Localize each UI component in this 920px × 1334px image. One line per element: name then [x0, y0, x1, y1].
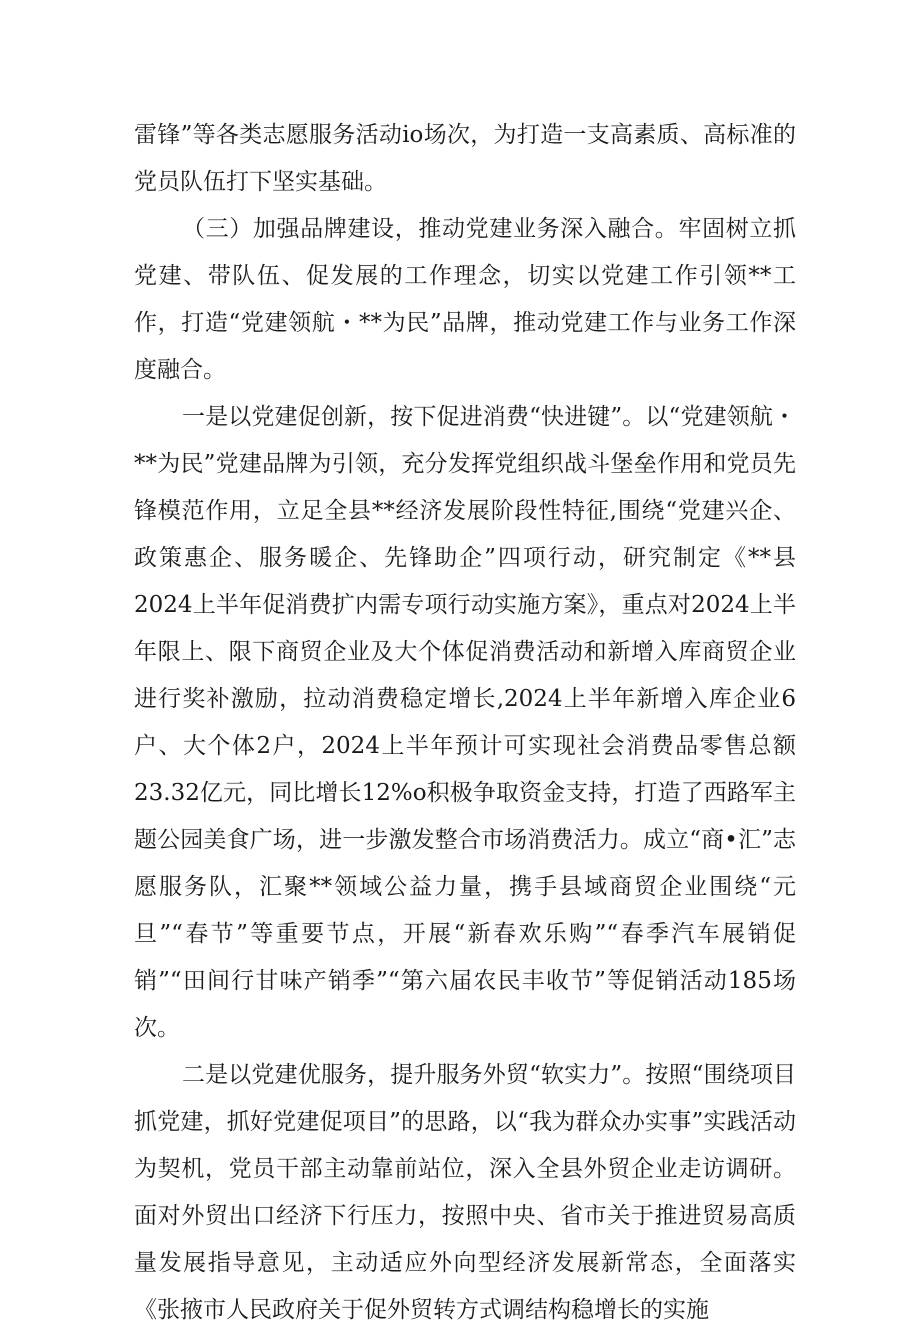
paragraph-foreign-trade-service: 二是以党建优服务，提升服务外贸“软实力”。按照“围绕项目抓党建，抓好党建促项目”的思路，以“我为群众办实事”实践活动为契机，党员干部主动靠前站位，深入全县外贸企业走访调研。面对外贸出口经济下行压力，按照中央、省市关于推进贸易高质量发展指导意见，主动适应外向型经济发展新常态，全面落实《张掖市人民政府关于促外贸转方式调结构稳增长的实施 — [134, 1062, 796, 1323]
document-body — [134, 112, 796, 1334]
paragraph-volunteer-continuation: 雷锋”等各类志愿服务活动io场次，为打造一支高素质、高标准的党员队伍打下坚实基础。 — [134, 122, 796, 195]
paragraph-brand-building: （三）加强品牌建设，推动党建业务深入融合。牢固树立抓党建、带队伍、促发展的工作理念，切实以党建工作引领**工作，打造“党建领航・**为民”品牌，推动党建工作与业务工作深度融合。 — [134, 216, 796, 383]
paragraph-consumption-innovation: 一是以党建促创新，按下促进消费“快进键”。以“党建领航・**为民”党建品牌为引领，充分发挥党组织战斗堡垒作用和党员先锋模范作用，立足全县**经济发展阶段性特征,围绕“党建兴企、政策惠企、服务暖企、先锋助企”四项行动，研究制定《**县2024上半年促消费扩内需专项行动实施方案》，重点对2024上半年限上、限下商贸企业及大个体促消费活动和新增入库商贸企业进行奖补激励，拉动消费稳定增长,2024上半年新增入库企业6户、大个体2户，2024上半年预计可实现社会消费品零售总额23.32亿元，同比增长12%o积极争取资金支持，打造了西路军主题公园美食广场，进一步激发整合市场消费活力。成立“商•汇”志愿服务队，汇聚**领域公益力量，携手县域商贸企业围绕“元旦”“春节”等重要节点，开展“新春欢乐购”“春季汽车展销促销”“田间行甘味产销季”“第六届农民丰收节”等促销活动185场次。 — [134, 404, 796, 1041]
